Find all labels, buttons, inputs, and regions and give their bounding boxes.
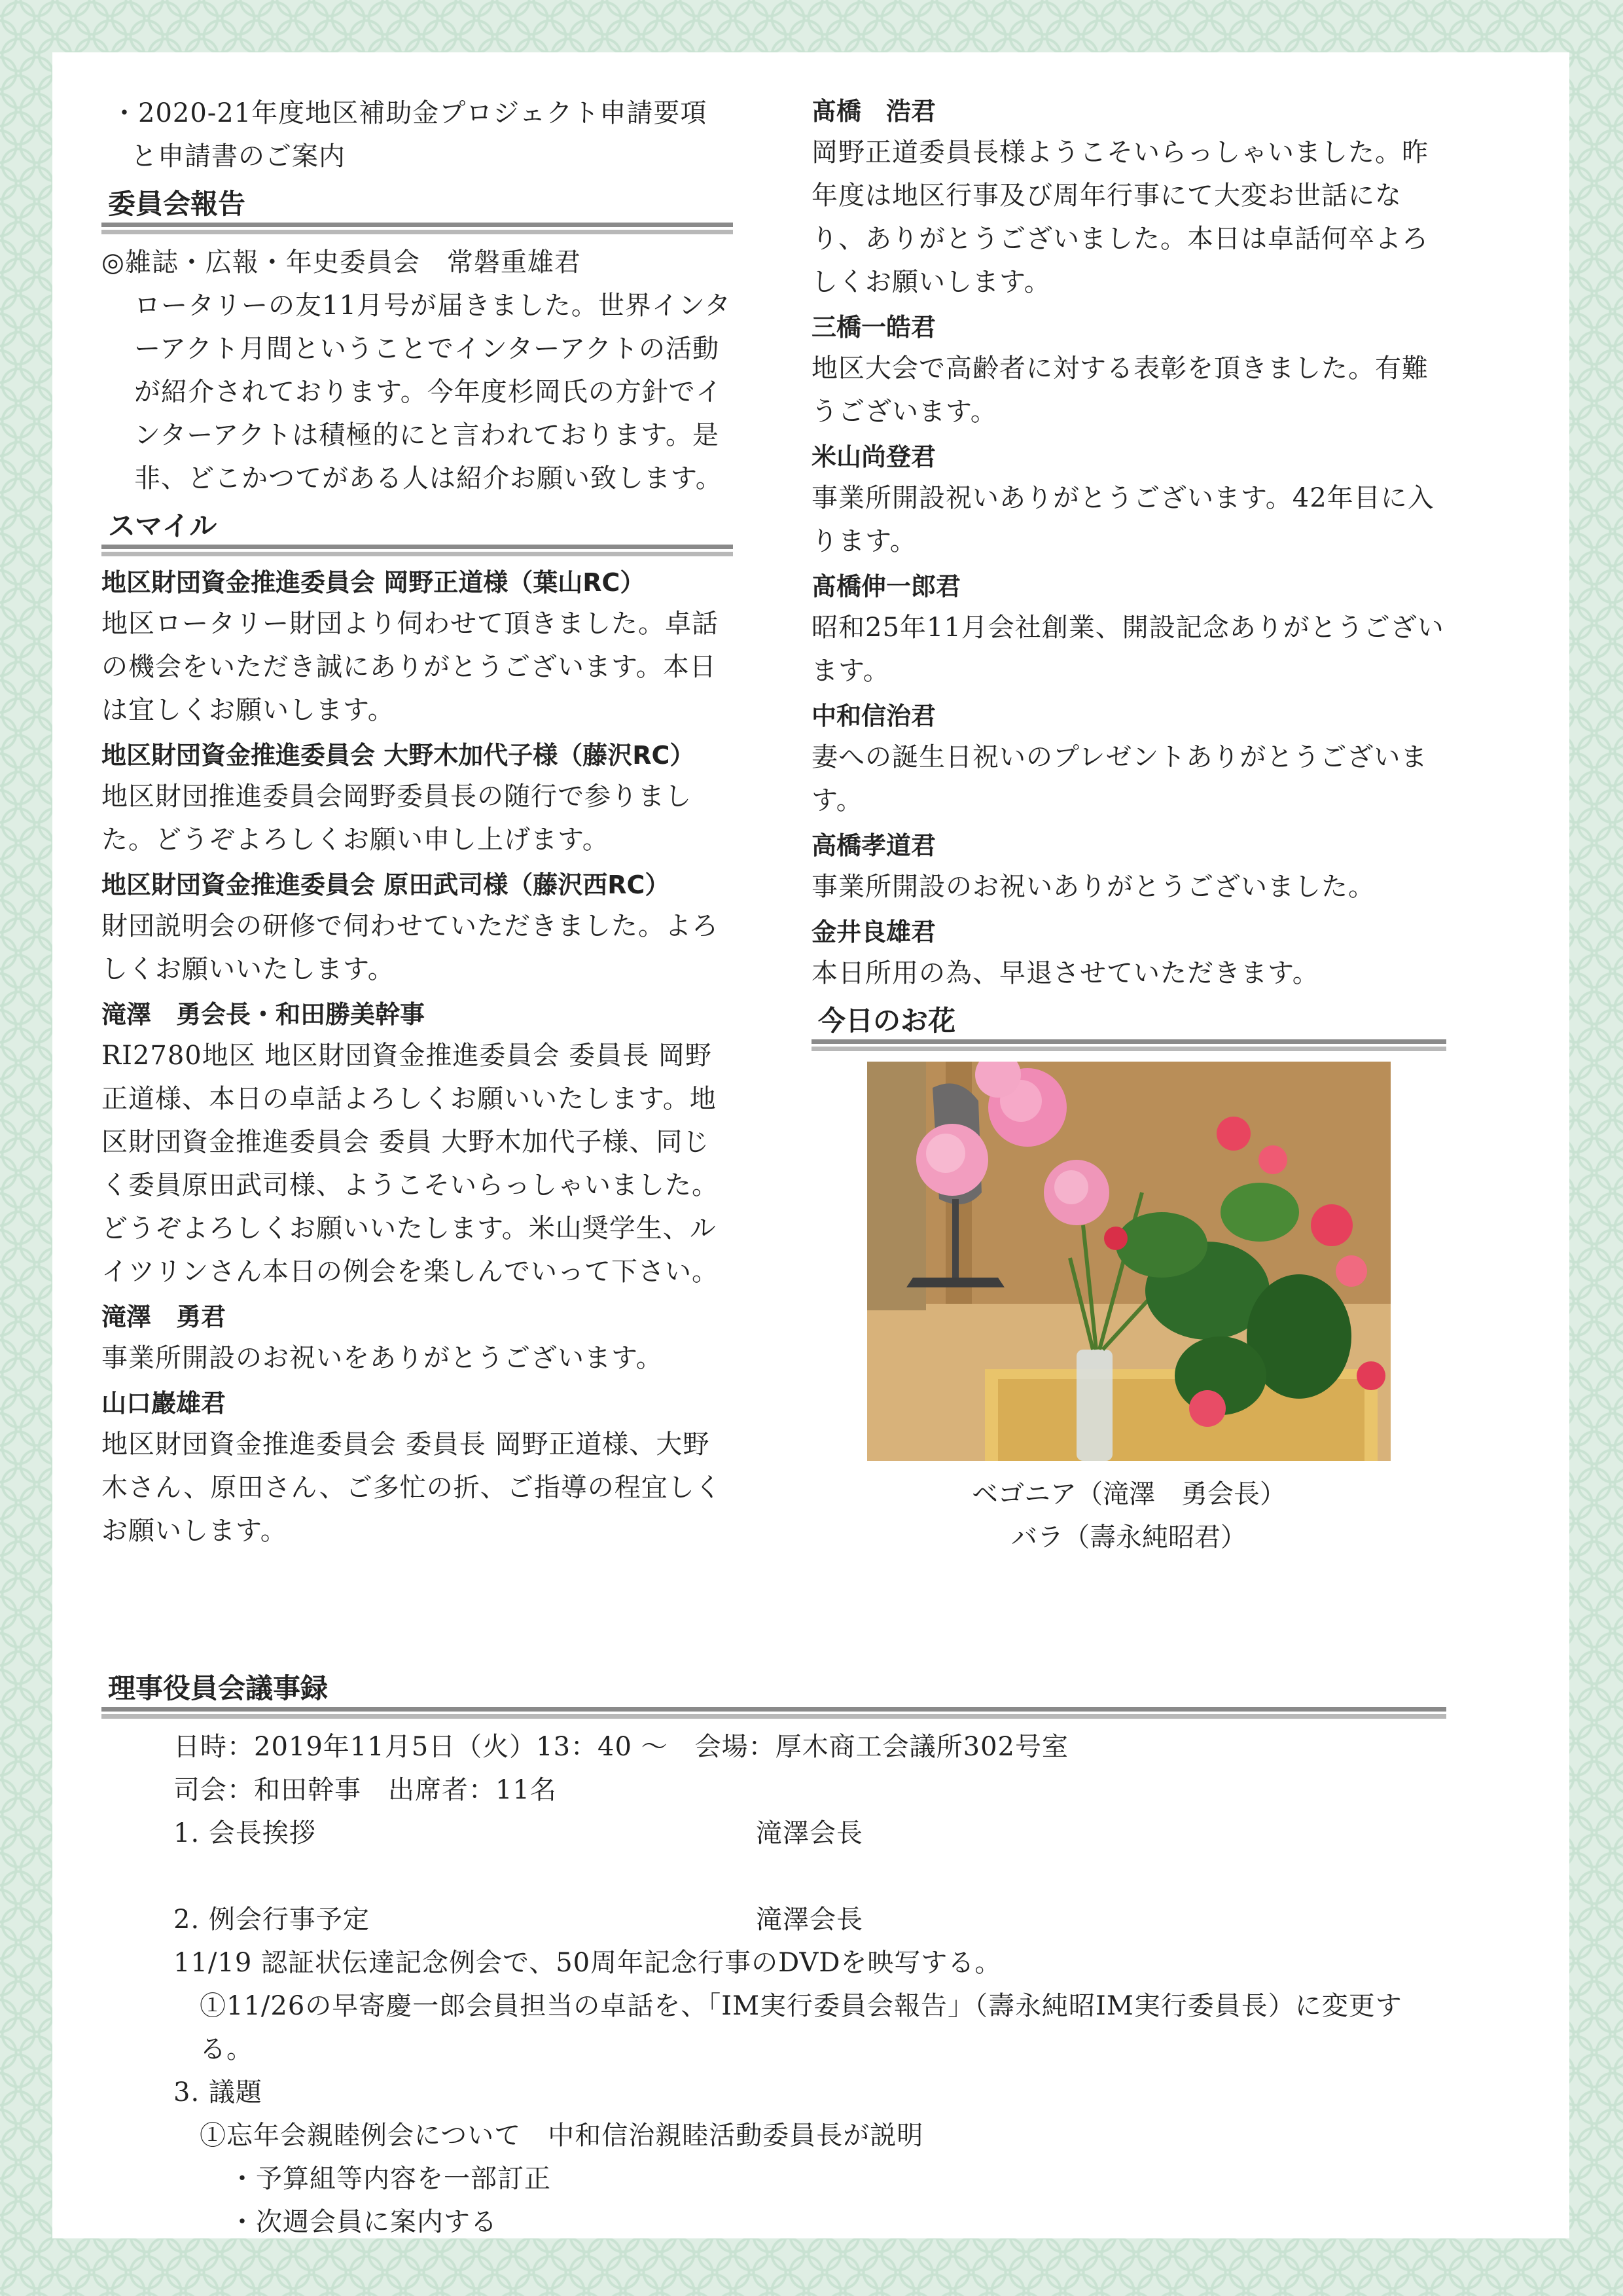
spacer xyxy=(101,1855,1446,1898)
minutes-line: ①11/26の早寄慶一郎会員担当の卓話を、「IM実行委員会報告」（壽永純昭IM実行委員長）に変更する。 xyxy=(200,1991,1402,2064)
flower-photo xyxy=(867,1062,1391,1461)
minutes-line: ①忘年会親睦例会について 中和信治親睦活動委員長が説明 xyxy=(200,2121,924,2151)
smile-heading: スマイル xyxy=(108,510,217,542)
smile-entry-name: 地区財団資金推進委員会 大野木加代子様（藤沢RC） xyxy=(101,741,695,770)
item-label: 1. 会長挨拶 xyxy=(173,1818,316,1848)
smile-entry-text: 地区大会で高齢者に対する表彰を頂きました。有難うございます。 xyxy=(812,353,1429,427)
flower-caption-2: バラ（壽永純昭君） xyxy=(1011,1522,1247,1552)
committee-report-body: ロータリーの友11月号が届きました。世界インターアクト月間ということでインターアクトの活動が紹介されております。今年度杉岡氏の方針でインターアクトは積極的にと言われております。是非、どこかつてがある人は紹介お願い致します。 xyxy=(134,291,732,493)
flowers-heading: 今日のお花 xyxy=(818,1005,956,1037)
smile-entry-name: 米山尚登君 xyxy=(812,442,936,471)
smile-entry-name: 滝澤 勇会長・和田勝美幹事 xyxy=(101,1000,425,1029)
smile-entry-name: 髙橋 浩君 xyxy=(812,97,936,126)
right-column xyxy=(812,92,1446,1559)
committee-subheading: ◎雑誌・広報・年史委員会 常磐重雄君 xyxy=(101,247,581,278)
smile-entry-text: 妻への誕生日祝いのプレゼントありがとうございます。 xyxy=(812,742,1428,816)
smile-entry-name: 三橋一皓君 xyxy=(812,313,936,342)
smile-entry-text: 地区財団推進委員会岡野委員長の随行で参りました。どうぞよろしくお願い申し上げます。 xyxy=(101,781,692,855)
item-presenter: 滝澤会長 xyxy=(756,1818,863,1848)
smile-entry-text: RI2780地区 地区財団資金推進委員会 委員長 岡野正道様、本日の卓話よろしくお願いいたします。地区財団資金推進委員会 委員 大野木加代子様、同じく委員原田武司様、ようこそいらっしゃいました。どうぞよろしくお願いいたします。米山奨学生、ルイツリンさん本日の例会を楽しんでいって下さい。 xyxy=(101,1041,719,1287)
board-minutes xyxy=(101,1662,1446,2244)
section-divider xyxy=(101,1707,1446,1719)
minutes-bullet: ・予算組等内容を一部訂正 xyxy=(229,2164,551,2194)
section-divider xyxy=(101,223,733,234)
smile-entry-text: 事業所開設祝いありがとうございます。42年目に入ります。 xyxy=(812,483,1435,556)
smile-entry-name: 金井良雄君 xyxy=(812,918,936,946)
minutes-item-1 xyxy=(101,1812,1446,1855)
smile-entry-name: 山口巖雄君 xyxy=(101,1389,226,1418)
section-divider xyxy=(812,1039,1446,1051)
section-divider xyxy=(101,545,733,556)
smile-entry-name: 地区財団資金推進委員会 原田武司様（藤沢西RC） xyxy=(101,870,670,899)
smile-entry-text: 事業所開設のお祝いをありがとうございます。 xyxy=(101,1343,663,1373)
minutes-heading: 理事役員会議事録 xyxy=(108,1672,329,1704)
smile-entry-name: 中和信治君 xyxy=(812,702,936,730)
smile-entry-name: 滝澤 勇君 xyxy=(101,1302,226,1331)
smile-entry-text: 事業所開設のお祝いありがとうございました。 xyxy=(812,872,1375,902)
item-presenter: 滝澤会長 xyxy=(756,1905,863,1935)
flower-caption-1: ベゴニア（滝澤 勇会長） xyxy=(972,1479,1286,1509)
smile-entry-text: 地区財団資金推進委員会 委員長 岡野正道様、大野木さん、原田さん、ご多忙の折、ご指導の程宜しくお願いします。 xyxy=(101,1429,722,1546)
minutes-attendance: 司会：和田幹事 出席者：11名 xyxy=(173,1775,557,1805)
smile-entry-text: 本日所用の為、早退させていただきます。 xyxy=(812,958,1319,988)
committee-report-heading: 委員会報告 xyxy=(108,188,246,220)
minutes-bullet: ・次週会員に案内する xyxy=(229,2207,497,2237)
smile-entry-text: 財団説明会の研修で伺わせていただきました。よろしくお願いいたします。 xyxy=(101,911,719,984)
minutes-datetime: 日時：2019年11月5日（火）13：40 ～ 会場：厚木商工会議所302号室 xyxy=(173,1732,1069,1762)
intro-bullet: ・2020-21年度地区補助金プロジェクト申請要項と申請書のご案内 xyxy=(111,98,707,171)
minutes-item-3: 3. 議題 xyxy=(173,2077,262,2108)
smile-entry-name: 地区財団資金推進委員会 岡野正道様（葉山RC） xyxy=(101,568,645,597)
smile-entry-text: 岡野正道委員長様ようこそいらっしゃいました。昨年度は地区行事及び周年行事にて大変お世話になり、ありがとうございました。本日は卓話何卒よろしくお願いします。 xyxy=(812,137,1429,297)
minutes-item-2 xyxy=(101,1898,1446,1941)
item-label: 2. 例会行事予定 xyxy=(173,1905,370,1935)
left-column xyxy=(101,92,733,1552)
smile-entry-name: 高橋孝道君 xyxy=(812,831,936,860)
smile-entry-text: 昭和25年11月会社創業、開設記念ありがとうございます。 xyxy=(812,613,1444,686)
minutes-line: 11/19 認証状伝達記念例会で、50周年記念行事のDVDを映写する。 xyxy=(173,1948,1002,1978)
smile-entry-name: 髙橋伸一郎君 xyxy=(812,572,961,601)
smile-entry-text: 地区ロータリー財団より伺わせて頂きました。卓話の機会をいただき誠にありがとうございます。本日は宜しくお願いします。 xyxy=(101,609,719,725)
